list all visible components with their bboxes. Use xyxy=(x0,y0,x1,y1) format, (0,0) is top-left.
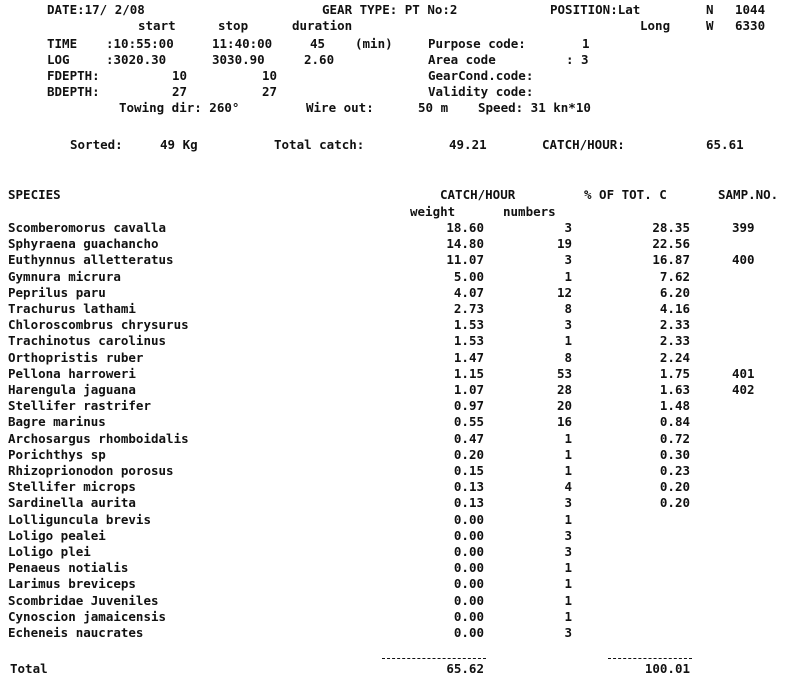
catch-per-hour-label: CATCH/HOUR: xyxy=(542,137,625,152)
percent-total-rule xyxy=(608,658,692,659)
catch-weight: 11.07 xyxy=(446,252,484,267)
species-name: Harengula jaguana xyxy=(8,382,136,397)
catch-weight: 0.00 xyxy=(453,528,484,543)
catch-numbers: 3 xyxy=(564,220,572,235)
catch-weight: 1.47 xyxy=(453,350,484,365)
lat-value: 1044 xyxy=(735,2,766,17)
time-duration: 45 xyxy=(310,36,326,51)
catch-numbers: 3 xyxy=(564,495,572,510)
time-stop: 11:40:00 xyxy=(212,36,273,51)
sample-number: 400 xyxy=(732,252,755,267)
catch-weight: 0.00 xyxy=(453,512,484,527)
species-name: Archosargus rhomboidalis xyxy=(8,431,189,446)
catch-weight: 14.80 xyxy=(446,236,484,251)
total-catch-value: 49.21 xyxy=(449,137,487,152)
catch-per-hour-value: 65.61 xyxy=(706,137,744,152)
catch-weight: 0.55 xyxy=(453,414,484,429)
sample-number: 401 xyxy=(732,366,755,381)
date-field: DATE:17/ 2/08 xyxy=(47,2,145,17)
species-name: Sardinella aurita xyxy=(8,495,136,510)
percent-of-total: 7.62 xyxy=(659,269,690,284)
percent-of-total: 1.75 xyxy=(659,366,690,381)
species-name: Orthopristis ruber xyxy=(8,350,144,365)
species-name: Gymnura micrura xyxy=(8,269,121,284)
sample-number: 402 xyxy=(732,382,755,397)
catch-numbers: 3 xyxy=(564,252,572,267)
time-label: TIME xyxy=(47,36,78,51)
catch-weight: 0.00 xyxy=(453,625,484,640)
time-unit: (min) xyxy=(355,36,393,51)
numbers-subheader: numbers xyxy=(503,204,556,219)
catch-weight: 2.73 xyxy=(453,301,484,316)
catch-weight: 0.00 xyxy=(453,576,484,591)
percent-of-total: 4.16 xyxy=(659,301,690,316)
percent-of-total: 16.87 xyxy=(652,252,690,267)
catch-weight: 1.53 xyxy=(453,317,484,332)
sorted-label: Sorted: xyxy=(70,137,123,152)
catch-numbers: 3 xyxy=(564,625,572,640)
total-row-label: Total xyxy=(10,661,48,676)
catch-weight: 0.13 xyxy=(453,479,484,494)
percent-of-total: 2.33 xyxy=(659,333,690,348)
bdepth-stop: 27 xyxy=(262,84,278,99)
percent-of-total: 1.63 xyxy=(659,382,690,397)
catch-weight: 1.15 xyxy=(453,366,484,381)
species-name: Loligo pealei xyxy=(8,528,106,543)
catch-numbers: 1 xyxy=(564,269,572,284)
percent-of-total: 0.84 xyxy=(659,414,690,429)
catch-numbers: 28 xyxy=(556,382,572,397)
species-name: Stellifer microps xyxy=(8,479,136,494)
catch-weight: 1.53 xyxy=(453,333,484,348)
percent-of-total: 0.30 xyxy=(659,447,690,462)
species-name: Trachinotus carolinus xyxy=(8,333,167,348)
col-duration-label: duration xyxy=(292,18,353,33)
catch-weight: 0.97 xyxy=(453,398,484,413)
catch-weight: 1.07 xyxy=(453,382,484,397)
species-column-header: SPECIES xyxy=(8,187,61,202)
species-name: Chloroscombrus chrysurus xyxy=(8,317,189,332)
catch-weight: 0.15 xyxy=(453,463,484,478)
purpose-code-label: Purpose code: xyxy=(428,36,526,51)
species-name: Sphyraena guachancho xyxy=(8,236,159,251)
sorted-value: 49 Kg xyxy=(160,137,198,152)
catch-numbers: 1 xyxy=(564,463,572,478)
catch-weight: 0.47 xyxy=(453,431,484,446)
catch-numbers: 3 xyxy=(564,544,572,559)
weight-subheader: weight xyxy=(410,204,456,219)
catch-numbers: 4 xyxy=(564,479,572,494)
catch-weight: 0.00 xyxy=(453,609,484,624)
total-weight-value: 65.62 xyxy=(446,661,484,676)
species-name: Stellifer rastrifer xyxy=(8,398,151,413)
long-label: Long xyxy=(640,18,671,33)
species-name: Porichthys sp xyxy=(8,447,106,462)
percent-of-total: 2.33 xyxy=(659,317,690,332)
catch-weight: 0.00 xyxy=(453,560,484,575)
time-start: :10:55:00 xyxy=(106,36,174,51)
species-name: Euthynnus alletteratus xyxy=(8,252,174,267)
species-name: Scombridae Juveniles xyxy=(8,593,159,608)
catch-weight: 0.13 xyxy=(453,495,484,510)
species-name: Peprilus paru xyxy=(8,285,106,300)
towing-direction: Towing dir: 260° xyxy=(119,100,240,115)
bdepth-label: BDEPTH: xyxy=(47,84,100,99)
total-percent-value: 100.01 xyxy=(644,661,690,676)
species-name: Echeneis naucrates xyxy=(8,625,144,640)
weight-total-rule xyxy=(382,658,486,659)
long-direction: W xyxy=(706,18,714,33)
catch-numbers: 8 xyxy=(564,301,572,316)
position-label: POSITION:Lat xyxy=(550,2,641,17)
log-label: LOG xyxy=(47,52,70,67)
catch-numbers: 1 xyxy=(564,576,572,591)
bdepth-start: 27 xyxy=(172,84,188,99)
species-name: Scomberomorus cavalla xyxy=(8,220,167,235)
catch-numbers: 1 xyxy=(564,447,572,462)
sample-number-column-header: SAMP.NO. xyxy=(718,187,779,202)
catch-numbers: 1 xyxy=(564,560,572,575)
wire-out-value: 50 m xyxy=(418,100,449,115)
catch-numbers: 3 xyxy=(564,528,572,543)
catch-numbers: 1 xyxy=(564,431,572,446)
catch-numbers: 1 xyxy=(564,333,572,348)
percent-of-total-column-header: % OF TOT. C xyxy=(584,187,667,202)
catch-weight: 18.60 xyxy=(446,220,484,235)
species-name: Cynoscion jamaicensis xyxy=(8,609,167,624)
area-code-label: Area code xyxy=(428,52,496,67)
wire-out-label: Wire out: xyxy=(306,100,374,115)
lat-direction: N xyxy=(706,2,714,17)
catch-numbers: 1 xyxy=(564,512,572,527)
percent-of-total: 6.20 xyxy=(659,285,690,300)
catch-weight: 0.20 xyxy=(453,447,484,462)
catch-weight: 0.00 xyxy=(453,544,484,559)
gearcond-code-label: GearCond.code: xyxy=(428,68,534,83)
catch-numbers: 20 xyxy=(556,398,572,413)
catch-weight: 4.07 xyxy=(453,285,484,300)
catch-numbers: 19 xyxy=(556,236,572,251)
total-catch-label: Total catch: xyxy=(274,137,365,152)
validity-code-label: Validity code: xyxy=(428,84,534,99)
col-stop-label: stop xyxy=(218,18,249,33)
catch-numbers: 16 xyxy=(556,414,572,429)
col-start-label: start xyxy=(138,18,176,33)
catch-per-hour-column-header: CATCH/HOUR xyxy=(440,187,516,202)
percent-of-total: 1.48 xyxy=(659,398,690,413)
species-name: Larimus breviceps xyxy=(8,576,136,591)
percent-of-total: 28.35 xyxy=(652,220,690,235)
percent-of-total: 0.20 xyxy=(659,495,690,510)
catch-weight: 5.00 xyxy=(453,269,484,284)
percent-of-total: 0.23 xyxy=(659,463,690,478)
log-stop: 3030.90 xyxy=(212,52,265,67)
species-name: Trachurus lathami xyxy=(8,301,136,316)
species-name: Penaeus notialis xyxy=(8,560,129,575)
species-name: Pellona harroweri xyxy=(8,366,136,381)
catch-numbers: 3 xyxy=(564,317,572,332)
fdepth-stop: 10 xyxy=(262,68,278,83)
species-name: Bagre marinus xyxy=(8,414,106,429)
fdepth-start: 10 xyxy=(172,68,188,83)
catch-numbers: 1 xyxy=(564,593,572,608)
species-name: Rhizoprionodon porosus xyxy=(8,463,174,478)
purpose-code-value: 1 xyxy=(582,36,590,51)
log-duration: 2.60 xyxy=(304,52,335,67)
catch-weight: 0.00 xyxy=(453,593,484,608)
log-start: :3020.30 xyxy=(106,52,167,67)
catch-numbers: 1 xyxy=(564,609,572,624)
species-name: Loligo plei xyxy=(8,544,91,559)
species-name: Lolliguncula brevis xyxy=(8,512,151,527)
percent-of-total: 22.56 xyxy=(652,236,690,251)
percent-of-total: 0.20 xyxy=(659,479,690,494)
fdepth-label: FDEPTH: xyxy=(47,68,100,83)
percent-of-total: 0.72 xyxy=(659,431,690,446)
sample-number: 399 xyxy=(732,220,755,235)
long-value: 6330 xyxy=(735,18,766,33)
catch-numbers: 53 xyxy=(556,366,572,381)
gear-type: GEAR TYPE: PT No:2 xyxy=(322,2,458,17)
speed-field: Speed: 31 kn*10 xyxy=(478,100,591,115)
catch-numbers: 12 xyxy=(556,285,572,300)
catch-numbers: 8 xyxy=(564,350,572,365)
area-code-value: : 3 xyxy=(566,52,589,67)
percent-of-total: 2.24 xyxy=(659,350,690,365)
